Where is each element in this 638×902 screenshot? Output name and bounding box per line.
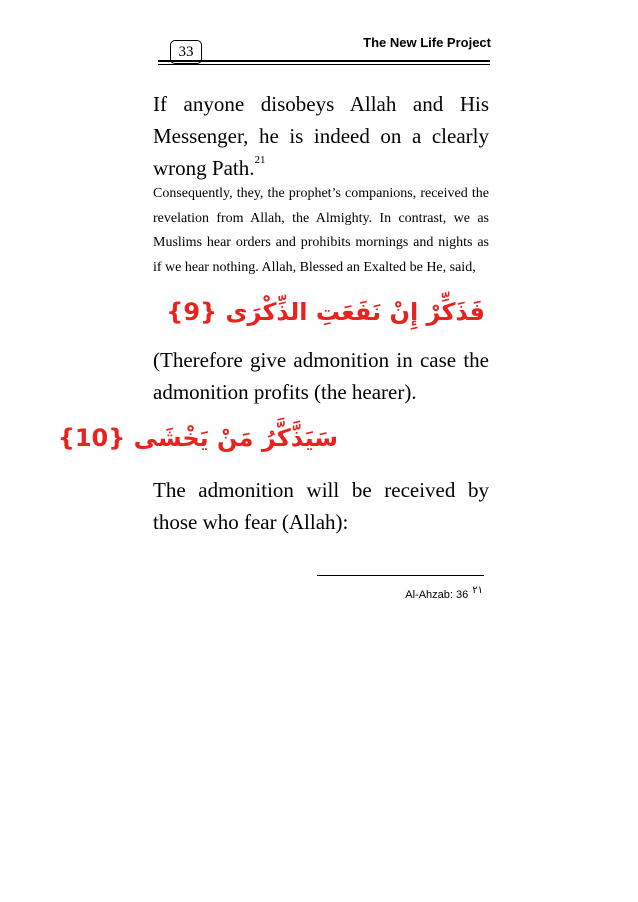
footnote-rule: [317, 575, 484, 576]
running-title: The New Life Project: [363, 35, 491, 50]
arabic-verse-2: سَيَذَّكَّرُ مَنْ يَخْشَى {10}: [57, 424, 338, 452]
paragraph-disobey-text: If anyone disobeys Allah and His Messenger, he is indeed on a clearly wrong Path.: [153, 92, 489, 180]
footnote: [405, 585, 483, 601]
paragraph-disobey: [153, 88, 489, 184]
page-number-box: 33: [170, 40, 202, 64]
footnote-ref: 21: [254, 154, 266, 166]
footnote-text: Al-Ahzab: 36: [405, 589, 469, 601]
header-rule-thin: [158, 64, 490, 65]
paragraph-admonition: (Therefore give admonition in case the admonition profits (the hearer).: [153, 348, 489, 404]
footnote-mark: ٢١: [472, 585, 483, 596]
header-rule: [158, 60, 490, 62]
arabic-verse-1: فَذَكِّرْ إِنْ نَفَعَتِ الذِّكْرَى {9}: [166, 298, 485, 326]
paragraph-companions: Consequently, they, the prophet’s companions, received the revelation from Allah, the Almighty. In contrast, we as Muslims hear orders and prohibits mornings and nights as if we hear nothing. Allah, Blessed an Exalted be He, said,: [153, 186, 489, 275]
paragraph-fear: The admonition will be received by those who fear (Allah):: [153, 478, 489, 534]
